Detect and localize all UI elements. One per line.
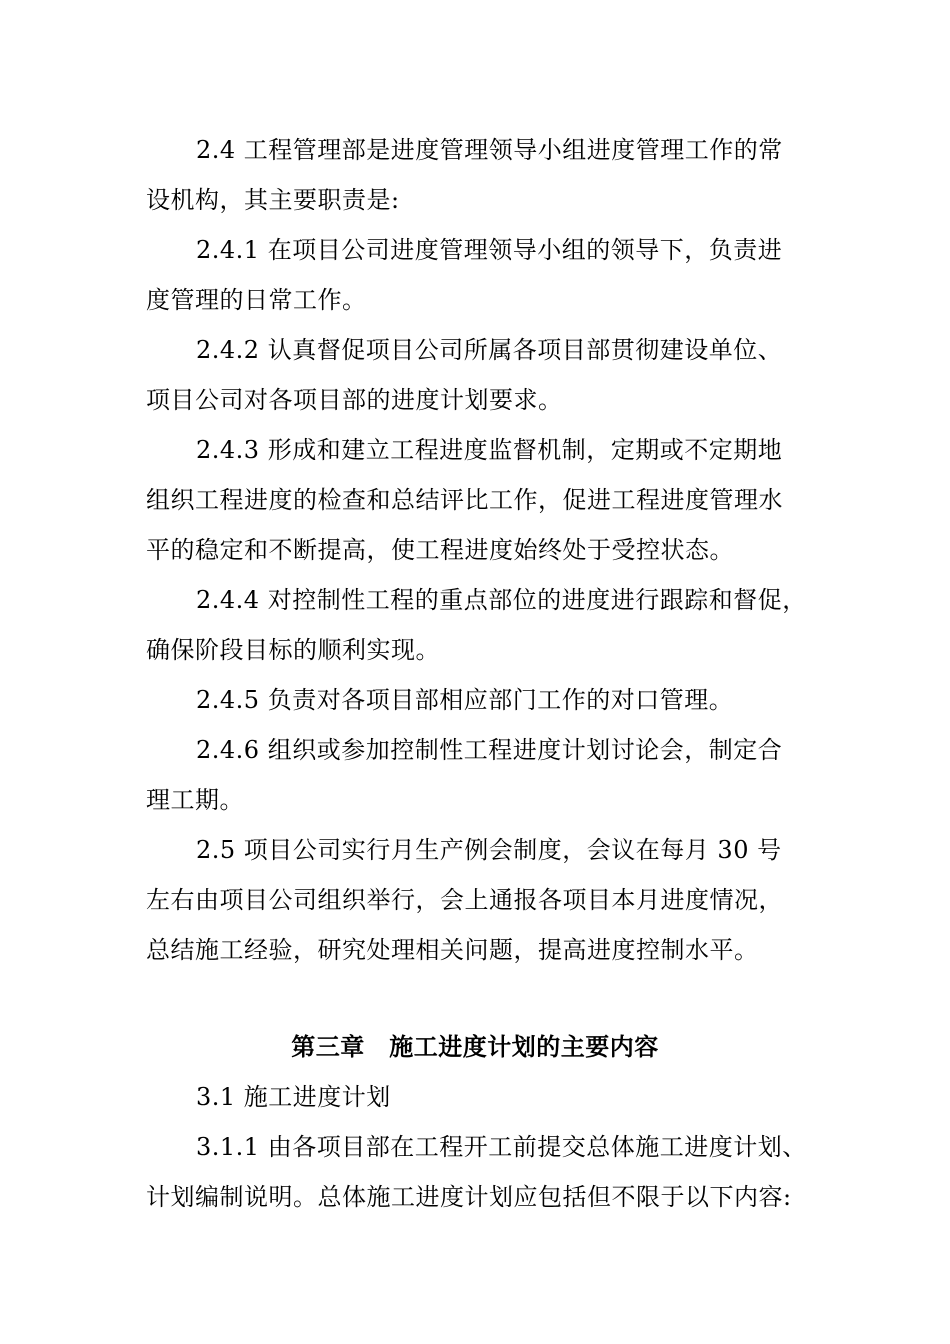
paragraph-2-4-4-line-2: 确保阶段目标的顺利实现。 xyxy=(146,636,440,664)
paragraph-2-4-6-line-1: 2.4.6 组织或参加控制性工程进度计划讨论会，制定合 xyxy=(196,736,783,764)
paragraph-3-1-1-line-1: 3.1.1 由各项目部在工程开工前提交总体施工进度计划、 xyxy=(196,1133,807,1161)
paragraph-2-4-3-line-2: 组织工程进度的检查和总结评比工作，促进工程进度管理水 xyxy=(146,486,783,514)
paragraph-2-5-line-3: 总结施工经验，研究处理相关问题，提高进度控制水平。 xyxy=(146,936,759,964)
paragraph-2-5-line-2: 左右由项目公司组织举行，会上通报各项目本月进度情况， xyxy=(146,886,783,914)
paragraph-2-4-1-line-1: 2.4.1 在项目公司进度管理领导小组的领导下，负责进 xyxy=(196,236,783,264)
paragraph-2-4-3-line-1: 2.4.3 形成和建立工程进度监督机制，定期或不定期地 xyxy=(196,436,783,464)
chapter-heading: 第三章 施工进度计划的主要内容 xyxy=(291,1032,659,1061)
paragraph-2-4-2-line-1: 2.4.2 认真督促项目公司所属各项目部贯彻建设单位、 xyxy=(196,336,783,364)
paragraph-2-4-1-line-2: 度管理的日常工作。 xyxy=(146,286,367,314)
paragraph-2-4-3-line-3: 平的稳定和不断提高，使工程进度始终处于受控状态。 xyxy=(146,536,734,564)
paragraph-2-5-line-1: 2.5 项目公司实行月生产例会制度，会议在每月 30 号 xyxy=(196,836,782,864)
section-3-1-heading: 3.1 施工进度计划 xyxy=(196,1083,391,1111)
paragraph-2-4-5-line-1: 2.4.5 负责对各项目部相应部门工作的对口管理。 xyxy=(196,686,734,714)
paragraph-2-4-4-line-1: 2.4.4 对控制性工程的重点部位的进度进行跟踪和督促， xyxy=(196,586,807,614)
paragraph-2-4-2-line-2: 项目公司对各项目部的进度计划要求。 xyxy=(146,386,563,414)
paragraph-3-1-1-line-2: 计划编制说明。总体施工进度计划应包括但不限于以下内容: xyxy=(146,1183,792,1211)
paragraph-2-4-6-line-2: 理工期。 xyxy=(146,786,244,814)
paragraph-2-4-line-2: 设机构，其主要职责是: xyxy=(146,186,400,214)
paragraph-2-4-line-1: 2.4 工程管理部是进度管理领导小组进度管理工作的常 xyxy=(196,136,783,164)
